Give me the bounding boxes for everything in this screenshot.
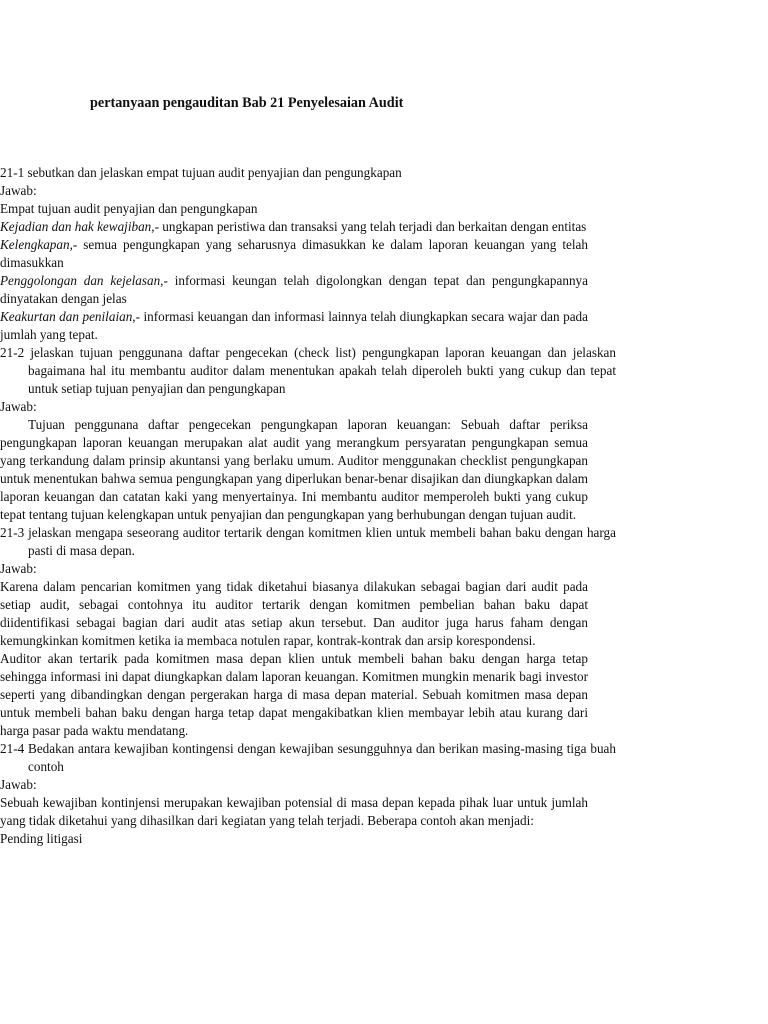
list-item	[0, 308, 588, 344]
list-item	[0, 236, 588, 272]
question-21-2: 21-2 jelaskan tujuan penggunana daftar pengecekan (check list) pengungkapan laporan keuangan dan jelaskan bagaimana hal itu membantu auditor dalam menentukan apakah telah diperoleh bukti yang cukup dan tepat untuk setiap tujuan penyajian dan pengungkapan	[0, 345, 616, 396]
answer-21-3-paragraph-1: Karena dalam pencarian komitmen yang tidak diketahui biasanya dilakukan sebagai bagian dari audit pada setiap audit, sebagai contohnya itu auditor tertarik dengan komitmen pembelian bahan baku dapat diidentifikasi sebagai bagian dari audit atas setiap akun tersebut. Dan auditor juga harus faham dengan kemungkinkan komitmen ketika ia membaca notulen rapar, kontrak-kontrak dan arsip korespondensi.	[0, 579, 588, 648]
answer-21-4: Sebuah kewajiban kontinjensi merupakan kewajiban potensial di masa depan kepada pihak luar untuk jumlah yang tidak diketahui yang dihasilkan dari kegiatan yang telah terjadi. Beberapa contoh akan menjadi:	[0, 795, 588, 828]
question-21-1: 21-1 sebutkan dan jelaskan empat tujuan audit penyajian dan pengungkapan	[0, 165, 402, 180]
document-body	[0, 164, 768, 848]
bullet-term: Kejadian dan hak kewajiban	[0, 219, 152, 234]
answer-21-2: Tujuan penggunana daftar pengecekan pengungkapan laporan keuangan: Sebuah daftar periksa pengungkapan laporan keuangan merupakan alat audit yang merangkum persyaratan pengungkapan semua yang terkandung dalam prinsip akuntansi yang berlaku umum. Auditor menggunakan checklist pengungkapan untuk menentukan bahwa semua pengungkapan yang diperlukan benar-benar disajikan dan diungkapkan dalam laporan keuangan dan catatan kaki yang menyertainya. Ini membantu auditor memperoleh bukti yang cukup tepat tentang tujuan kelengkapan untuk penyajian dan pengungkapan yang berhubungan dengan tujuan audit.	[0, 417, 588, 522]
question-21-3: 21-3 jelaskan mengapa seseorang auditor tertarik dengan komitmen klien untuk membeli bahan baku dengan harga pasti di masa depan.	[0, 525, 616, 558]
bullet-text: - semua pengungkapan yang seharusnya dimasukkan ke dalam laporan keuangan yang telah dimasukkan	[0, 237, 588, 270]
answer-label-21-4: Jawab:	[0, 777, 37, 792]
bullet-text: ,- ungkapan peristiwa dan transaksi yang telah terjadi dan berkaitan dengan entitas	[151, 219, 587, 234]
answer-21-3-paragraph-2: Auditor akan tertarik pada komitmen masa depan klien untuk membeli bahan baku dengan harga tetap sehingga informasi ini dapat diungkapkan dalam laporan keuangan. Komitmen mungkin menarik bagi investor seperti yang dibandingkan dengan pergerakan harga di masa depan material. Sebuah komitmen masa depan untuk membeli bahan baku dengan harga tetap dapat mengakibatkan klien membayar lebih atau kurang dari harga pasar pada waktu mendatang.	[0, 651, 588, 738]
bullet-term: Penggolongan dan kejelasan	[0, 273, 161, 288]
answer-label-21-2: Jawab:	[0, 399, 37, 414]
list-item	[0, 218, 588, 236]
answer-intro-21-1: Empat tujuan audit penyajian dan pengungkapan	[0, 201, 258, 216]
answer-label-21-1: Jawab:	[0, 183, 37, 198]
answer-label-21-3: Jawab:	[0, 561, 37, 576]
bullet-term: Keakurtan dan penilaian	[0, 309, 133, 324]
list-item	[0, 272, 588, 308]
question-21-4: 21-4 Bedakan antara kewajiban kontingensi dengan kewajiban sesungguhnya dan berikan masing-masing tiga buah contoh	[0, 741, 616, 774]
list-item	[0, 830, 588, 848]
bullet-text: ,- informasi keungan telah digolongkan dengan tepat dan pengungkapannya dinyatakan dengan jelas	[0, 273, 588, 306]
document-title: pertanyaan pengauditan Bab 21 Penyelesaian Audit	[90, 95, 404, 111]
bullet-term: Kelengkapan,	[0, 237, 73, 252]
bullet-text: Pending litigasi	[0, 831, 83, 846]
bullet-text: ,- informasi keuangan dan informasi lainnya telah diungkapkan secara wajar dan pada jumlah yang tepat.	[0, 309, 588, 342]
